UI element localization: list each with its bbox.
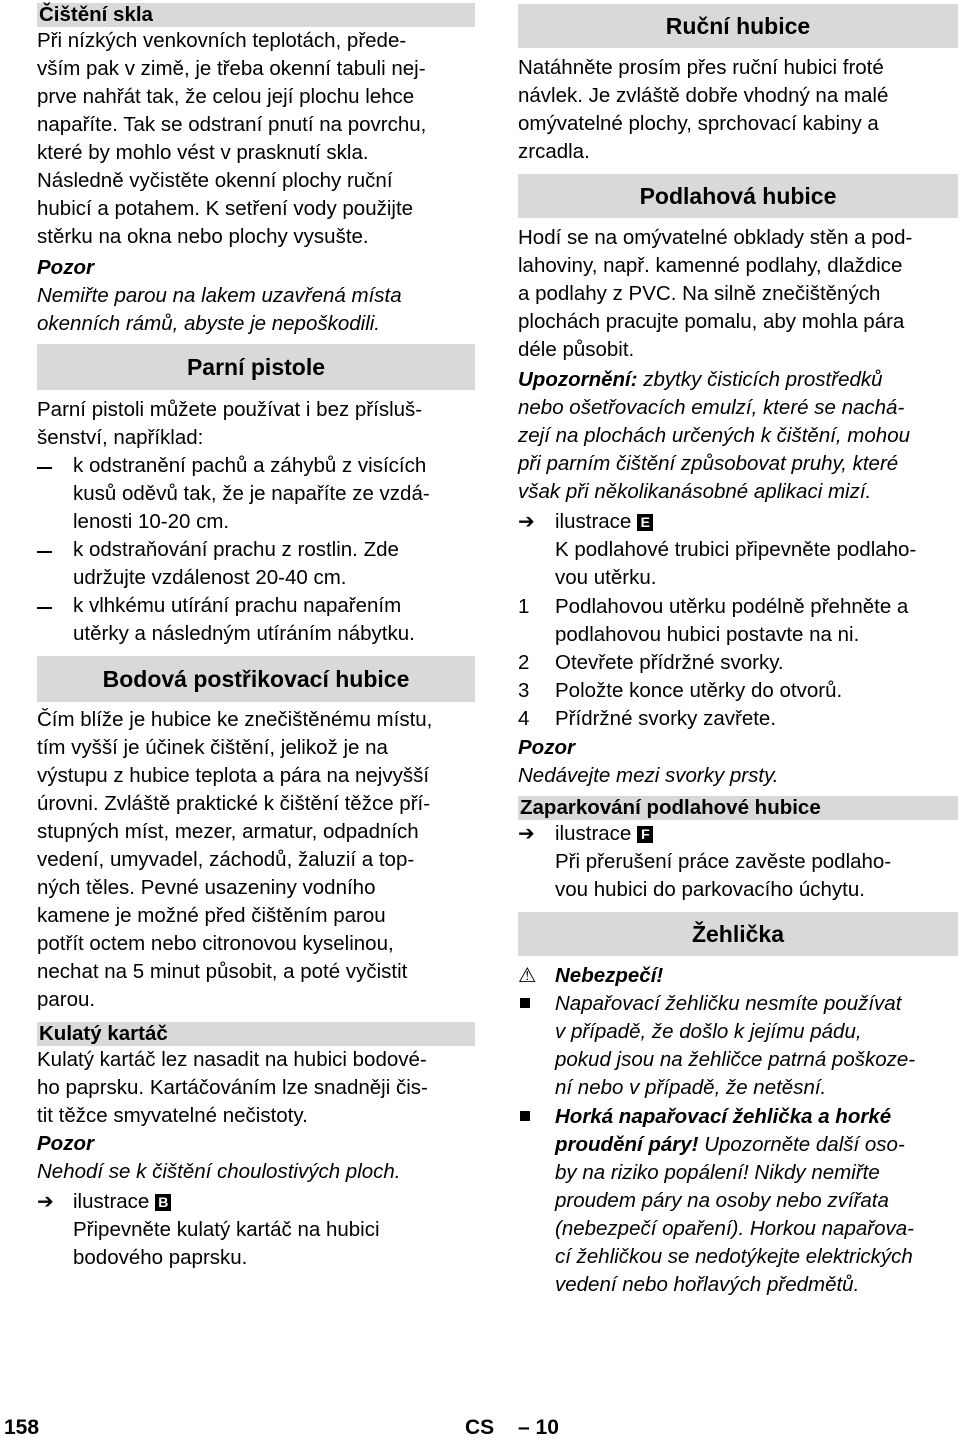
warning-text: v případě, že došlo k jejímu pádu, — [555, 1020, 862, 1043]
step-text: Položte konce utěrky do otvorů. — [555, 679, 843, 702]
ilustrace-label: ilustrace — [73, 1190, 150, 1213]
step-number: 3 — [518, 679, 530, 702]
pozor-label: Pozor — [37, 256, 94, 279]
text-line: vedení, umyvadel, záchodů, žaluzií a top- — [37, 848, 415, 871]
text-line: návlek. Je zvláště dobře vhodný na malé — [518, 84, 889, 107]
warning-text: pokud jsou na žehličce patrná poškoze- — [555, 1048, 916, 1071]
text-line: déle působit. — [518, 338, 635, 361]
warning-text: ní nebo v případě, že netěsní. — [555, 1076, 827, 1099]
upozorneni-text: zejí na plochách určených k čištění, mohou — [518, 424, 910, 447]
step-number: 4 — [518, 707, 530, 730]
upozorneni-text: nebo ošetřovacích emulzí, které se nachá- — [518, 396, 905, 419]
heading-parni-pistole: Parní pistole — [37, 344, 475, 390]
page-number: 158 — [4, 1416, 40, 1439]
upozorneni-text: však při několikanásobné aplikaci mizí. — [518, 480, 872, 503]
figure-letter-e: E — [637, 514, 653, 531]
list-item-line: k odstraňování prachu z rostlin. Zde — [73, 538, 399, 561]
text-line: bodového paprsku. — [73, 1246, 248, 1269]
pozor-label: Pozor — [518, 736, 575, 759]
arrow-right-icon: ➔ — [518, 823, 535, 845]
text-line: výstupu z hubice teplota a pára na nejvyšší — [37, 764, 430, 787]
heading-rucni-hubice: Ruční hubice — [518, 4, 958, 48]
list-item-line: k odstranění pachů a záhybů z visících — [73, 454, 427, 477]
ilustrace-ref — [555, 820, 653, 848]
step-number: 1 — [518, 595, 530, 618]
text-line: plochách pracujte pomalu, aby mohla pára — [518, 310, 905, 333]
text-line: zrcadla. — [518, 140, 590, 163]
text-line: vou utěrku. — [555, 566, 657, 589]
nebezpeci-label: Nebezpečí! — [555, 964, 664, 987]
list-item-line: utěrky a následným utíráním nábytku. — [73, 622, 415, 645]
text-line: tím vyšší je účinek čištění, jelikož je na — [37, 736, 388, 759]
text-line: Následně vyčistěte okenní plochy ruční — [37, 169, 393, 192]
list-item-line: udržujte vzdálenost 20-40 cm. — [73, 566, 347, 589]
square-bullet-icon — [520, 1111, 530, 1121]
warning-text-rest: Upozorněte další oso- — [698, 1133, 905, 1156]
language-code: CS — [465, 1416, 495, 1439]
text-line: tit těžce smyvatelné nečistoty. — [37, 1104, 308, 1127]
pozor-text: Nedávejte mezi svorky prsty. — [518, 764, 779, 787]
text-line: vou hubici do parkovacího úchytu. — [555, 878, 865, 901]
heading-podlahova-hubice: Podlahová hubice — [518, 174, 958, 218]
arrow-right-icon: ➔ — [518, 511, 535, 533]
warning-text — [555, 1131, 905, 1159]
step-number: 2 — [518, 651, 530, 674]
pozor-text: Nehodí se k čištění choulostivých ploch. — [37, 1160, 401, 1183]
text-line: Při přerušení práce zavěste podlaho- — [555, 850, 892, 873]
heading-zaparkovani: Zaparkování podlahové hubice — [518, 796, 958, 820]
upozorneni-text: při parním čištění způsobovat pruhy, které — [518, 452, 899, 475]
text-line: Kulatý kartáč lez nasadit na hubici bodové- — [37, 1048, 427, 1071]
warning-text: by na riziko popálení! Nikdy nemiřte — [555, 1161, 880, 1184]
list-item-line: lenosti 10-20 cm. — [73, 510, 230, 533]
text-line: hubicí a potahem. K setření vody použijte — [37, 197, 414, 220]
dash-bullet-icon — [37, 607, 52, 609]
text-line: a podlahy z PVC. Na silně znečištěných — [518, 282, 881, 305]
ilustrace-label: ilustrace — [555, 510, 632, 533]
ilustrace-ref — [555, 508, 653, 536]
warning-text: Napařovací žehličku nesmíte používat — [555, 992, 902, 1015]
pozor-text: Nemiřte parou na lakem uzavřená místa — [37, 284, 402, 307]
step-text: Podlahovou utěrku podélně přehněte a — [555, 595, 909, 618]
text-line: vším pak v zimě, je třeba okenní tabuli nej- — [37, 57, 426, 80]
text-line: Parní pistoli můžete používat i bez přísluš- — [37, 398, 423, 421]
pozor-text: okenních rámů, abyste je nepoškodili. — [37, 312, 381, 335]
step-text: Přídržné svorky zavřete. — [555, 707, 777, 730]
dash-bullet-icon — [37, 467, 52, 469]
step-text: Otevřete přídržné svorky. — [555, 651, 784, 674]
heading-kulaty-kartac: Kulatý kartáč — [37, 1022, 475, 1046]
text-line: ho paprsku. Kartáčováním lze snadněji čis- — [37, 1076, 428, 1099]
list-item-line: kusů oděvů tak, že je napaříte ze vzdá- — [73, 482, 430, 505]
text-line: Natáhněte prosím přes ruční hubici froté — [518, 56, 884, 79]
text-line: napaříte. Tak se odstraní pnutí na povrchu, — [37, 113, 427, 136]
text-line: šenství, například: — [37, 426, 204, 449]
text-line: kamene je možné před čištěním parou — [37, 904, 386, 927]
text-line: Připevněte kulatý kartáč na hubici — [73, 1218, 380, 1241]
upozorneni-text: zbytky čisticích prostředků — [637, 368, 883, 391]
figure-letter-f: F — [637, 826, 653, 843]
heading-cisteni-skla: Čištění skla — [37, 3, 475, 27]
heading-bodova-hubice: Bodová postřikovací hubice — [37, 656, 475, 702]
warning-text: vedení nebo hořlavých předmětů. — [555, 1273, 860, 1296]
text-line: lahoviny, např. kamenné podlahy, dlaždice — [518, 254, 903, 277]
text-line: potřít octem nebo citronovou kyselinou, — [37, 932, 394, 955]
step-text: podlahovou hubici postavte na ni. — [555, 623, 860, 646]
pozor-label: Pozor — [37, 1132, 94, 1155]
text-line: úrovni. Zvláště praktické k čištění těžce pří- — [37, 792, 431, 815]
text-line: parou. — [37, 988, 96, 1011]
warning-text: cí žehličkou se nedotýkejte elektrických — [555, 1245, 913, 1268]
upozorneni-line — [518, 366, 883, 394]
warning-text: (nebezpečí opaření). Horkou napařova- — [555, 1217, 914, 1240]
text-line: Hodí se na omývatelné obklady stěn a pod- — [518, 226, 913, 249]
dash-bullet-icon — [37, 551, 52, 553]
sub-page-number: – 10 — [518, 1416, 559, 1439]
text-line: nechat na 5 minut působit, a poté vyčistit — [37, 960, 408, 983]
square-bullet-icon — [520, 998, 530, 1008]
list-item-line: k vlhkému utírání prachu napařením — [73, 594, 402, 617]
arrow-right-icon: ➔ — [37, 1191, 54, 1213]
text-line: stupných míst, mezer, armatur, odpadních — [37, 820, 419, 843]
warning-icon: ⚠ — [518, 964, 537, 987]
text-line: Čím blíže je hubice ke znečištěnému místu, — [37, 708, 433, 731]
warning-text-bold: Horká napařovací žehlička a horké — [555, 1105, 892, 1128]
warning-text: proudem páry na osoby nebo zvířata — [555, 1189, 889, 1212]
warning-text-bold: proudění páry! — [555, 1133, 699, 1156]
text-line: prve nahřát tak, že celou její plochu lehce — [37, 85, 415, 108]
ilustrace-ref — [73, 1188, 171, 1216]
ilustrace-label: ilustrace — [555, 822, 632, 845]
text-line: K podlahové trubici připevněte podlaho- — [555, 538, 917, 561]
upozorneni-label: Upozornění: — [518, 368, 638, 391]
text-line: které by mohlo vést v prasknutí skla. — [37, 141, 369, 164]
text-line: omývatelné plochy, sprchovací kabiny a — [518, 112, 879, 135]
text-line: Při nízkých venkovních teplotách, přede- — [37, 29, 407, 52]
text-line: ných těles. Pevné usazeniny vodního — [37, 876, 376, 899]
figure-letter-b: B — [155, 1194, 171, 1211]
text-line: stěrku na okna nebo plochy vysušte. — [37, 225, 369, 248]
heading-zehlicka: Žehlička — [518, 912, 958, 956]
